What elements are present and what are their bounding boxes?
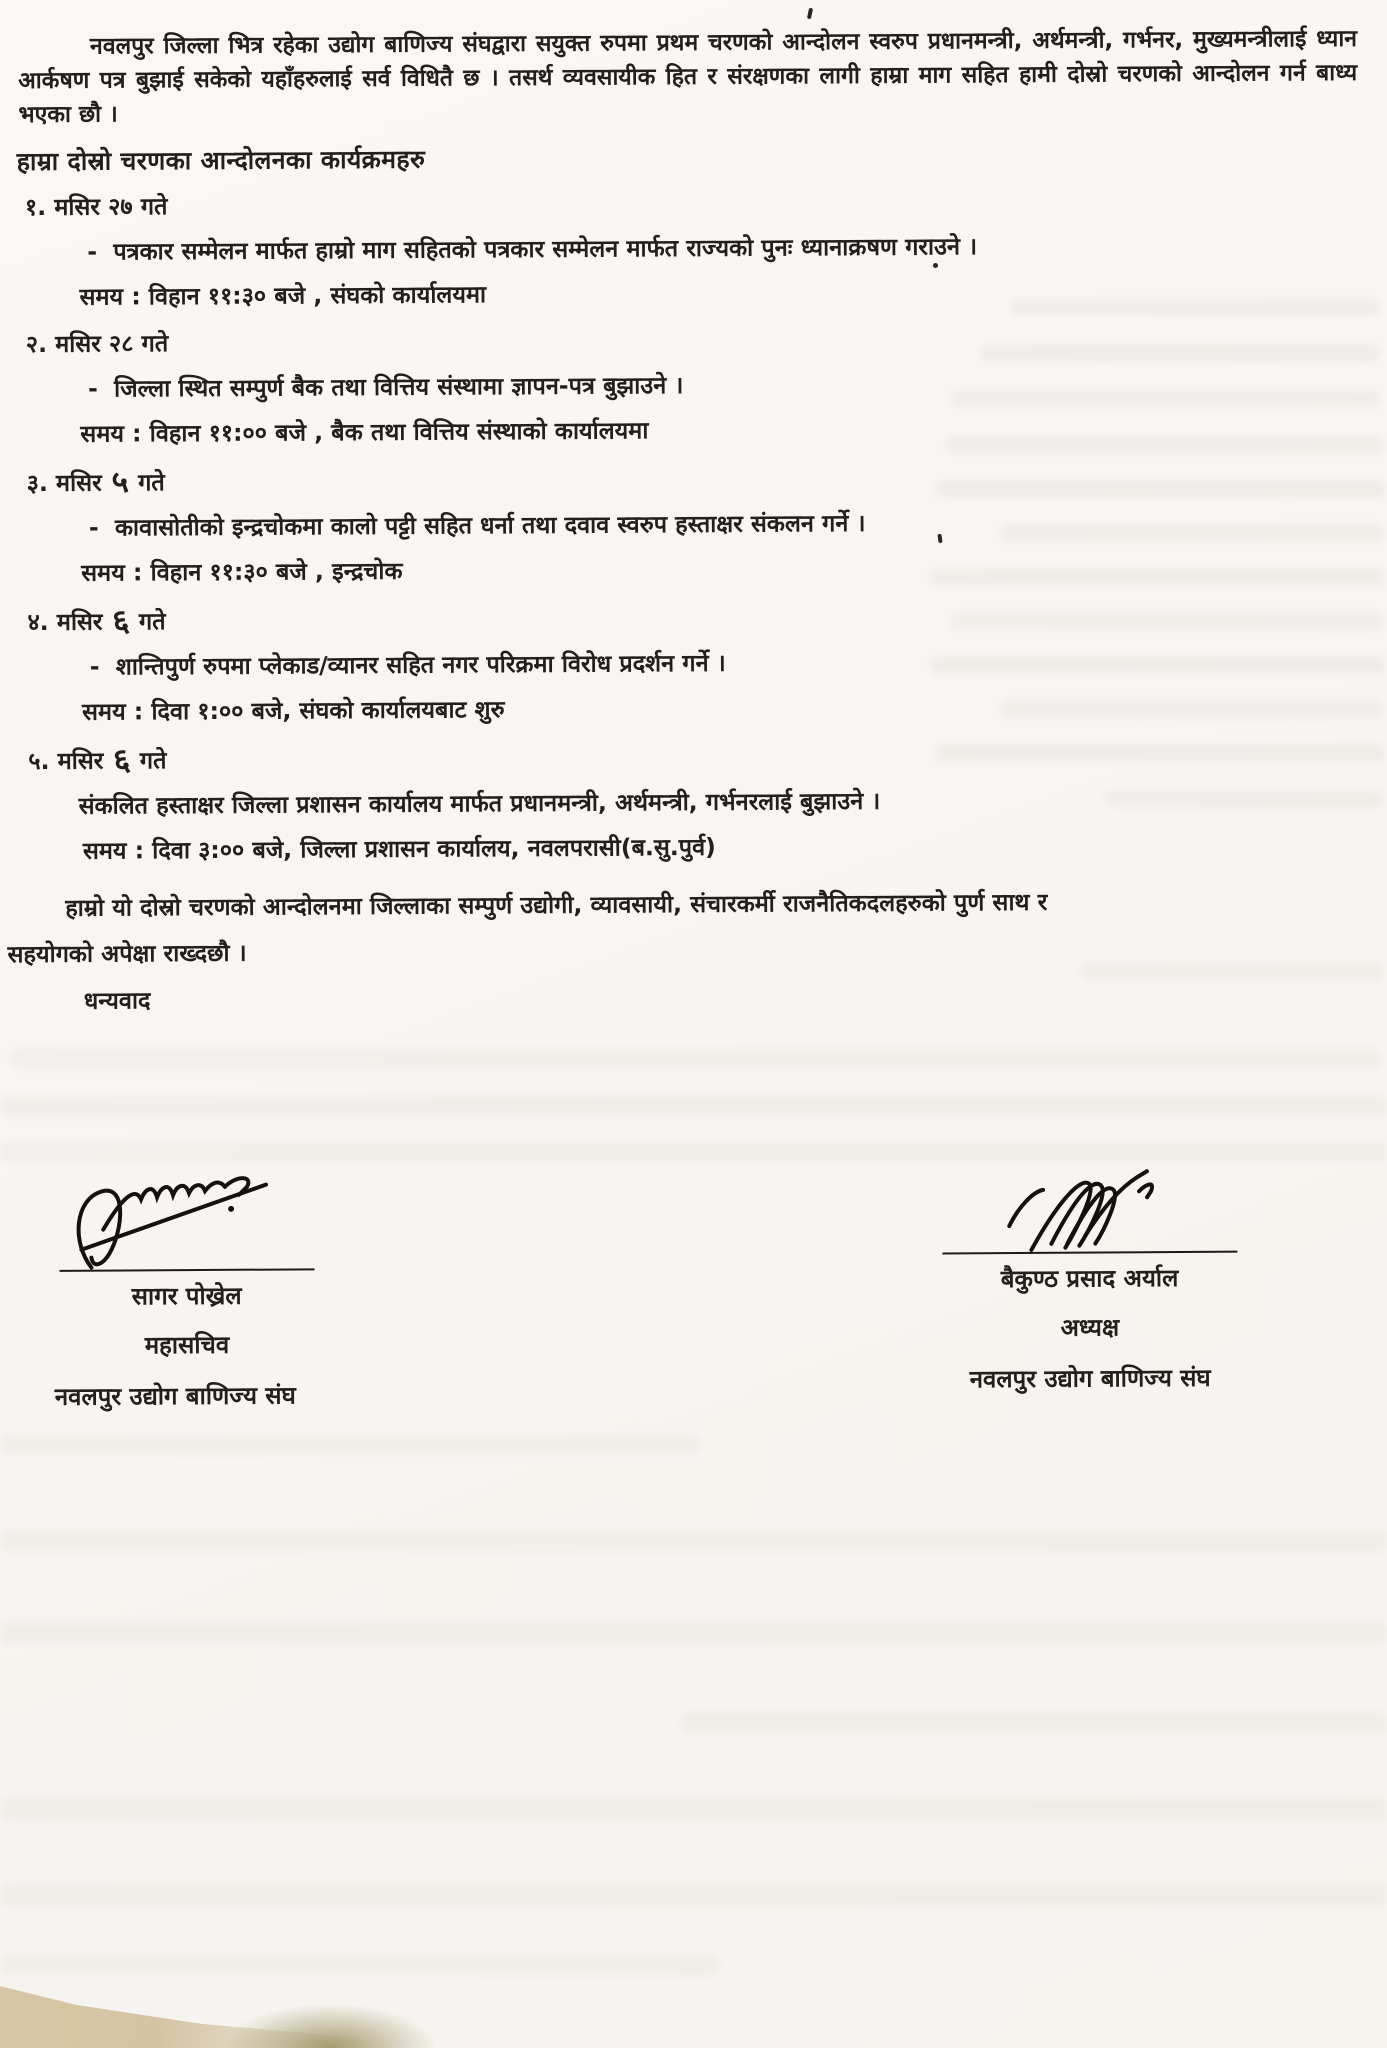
item-activity-text: संकलित हस्ताक्षर जिल्ला प्रशासन कार्यालय मार्फत प्रधानमन्त्री, अर्थमन्त्री, गर्भनरलाई बुझाउने ।	[78, 786, 881, 820]
item-activity-text: पत्रकार सम्मेलन मार्फत हाम्रो माग सहितको पत्रकार सम्मेलन मार्फत राज्यको पुनः ध्यानाक्रषण गराउने ।	[113, 232, 978, 266]
item-date-line	[27, 596, 1384, 639]
program-item	[0, 596, 1385, 730]
bullet-dash: -	[88, 513, 99, 542]
item-time-line: समय : दिवा १:०० बजे, संघको कार्यालयबाट शुरु	[81, 695, 505, 726]
program-list	[0, 183, 1386, 869]
section-heading: हाम्रा दोस्रो चरणका आन्दोलनका कार्यक्रमहरु	[16, 144, 426, 177]
item-date-line	[25, 183, 1382, 224]
item-day: ६	[110, 602, 132, 641]
item-activity-text: कावासोतीको इन्द्रचोकमा कालो पट्टी सहित धर्ना तथा दवाव स्वरुप हस्ताक्षर संकलन गर्ने ।	[114, 508, 866, 542]
item-date-suffix: गते	[132, 192, 168, 221]
program-item	[0, 320, 1383, 452]
thanks-line: धन्यवाद	[83, 986, 151, 1015]
item-number-month: ४. मसिर	[27, 607, 111, 637]
item-number-month: २. मसिर	[25, 329, 110, 359]
signatory-organization: नवलपुर उद्योग बाणिज्य संघ	[969, 1363, 1211, 1394]
signatory-organization: नवलपुर उद्योग बाणिज्य संघ	[54, 1381, 296, 1411]
intro-paragraph: नवलपुर जिल्ला भित्र रहेका उद्योग बाणिज्य संघद्वारा सयुक्त रुपमा प्रथम चरणको आन्दोलन स्वरुप प्रधानमन्त्री, अर्थमन्त्री, गर्भनर, मुख्यमन्त्रीलाई ध्यान आर्कषण पत्र बुझाई सकेको यहाँहरुलाई सर्व विधितै छ । तसर्थ व्यवसायीक हित र संरक्षणका लागी हाम्रा माग सहित हामी दोस्रो चरणको आन्दोलन गर्न बाध्य भएका छौ ।	[18, 25, 1358, 129]
handwritten-signature-icon	[989, 1165, 1190, 1258]
signatory-name: सागर पोख्रेल	[131, 1281, 242, 1311]
item-time-line: समय : दिवा ३:०० बजे, जिल्ला प्रशासन कार्यालय, नवलपरासी(ब.सु.पुर्व)	[82, 832, 716, 865]
handwritten-signature-icon	[61, 1170, 312, 1276]
signatory-title: अध्यक्ष	[1060, 1313, 1120, 1342]
item-time-line: समय : विहान ११:०० बजे , बैक तथा वित्तिय संस्थाको कार्यालयमा	[80, 416, 649, 448]
item-day: ६	[111, 741, 133, 780]
signatory-name: बैकुण्ठ प्रसाद अर्याल	[1000, 1264, 1179, 1294]
item-activity	[0, 502, 1354, 546]
bullet-dash: -	[87, 237, 98, 266]
signatory-title: महासचिव	[144, 1330, 230, 1360]
program-item	[0, 457, 1384, 591]
item-day: २८	[108, 329, 134, 358]
bullet-dash: -	[88, 374, 98, 403]
item-date-line	[28, 735, 1385, 778]
program-item	[0, 735, 1386, 869]
item-date-line	[26, 320, 1383, 361]
item-date-suffix: गते	[129, 468, 165, 497]
item-number-month: ५. मसिर	[28, 746, 112, 776]
item-number-month: १. मसिर	[24, 192, 109, 222]
item-date-suffix: गते	[131, 746, 167, 775]
item-date-line	[27, 457, 1384, 500]
bullet-dash: -	[89, 652, 100, 681]
signature-block-general-secretary	[31, 1170, 342, 1413]
item-date-suffix: गते	[133, 329, 169, 358]
item-activity-text: जिल्ला स्थित सम्पुर्ण बैक तथा वित्तिय संस्थामा ज्ञापन-पत्र बुझाउने ।	[114, 371, 684, 403]
closing-paragraph: हाम्रो यो दोस्रो चरणको आन्दोलनमा जिल्लाका सम्पुर्ण उद्योगी, व्यावसायी, संचारकर्मी राजनैतिकदलहरुको पुर्ण साथ र सहयोगको अपेक्षा राख्दछौ ।	[7, 887, 1048, 969]
item-time-line: समय : विहान ११:३० बजे , संघको कार्यालयमा	[79, 280, 487, 311]
item-day: २७	[108, 192, 133, 221]
item-activity	[0, 363, 1353, 407]
item-activity-text: शान्तिपुर्ण रुपमा प्लेकाड/व्यानर सहित नगर परिक्रमा विरोध प्रदर्शन गर्ने ।	[115, 648, 726, 681]
item-date-suffix: गते	[130, 607, 166, 636]
item-activity	[0, 641, 1355, 685]
signature-block-president	[869, 1164, 1310, 1396]
item-day: ५	[109, 463, 131, 502]
program-item	[0, 183, 1383, 315]
item-time-line: समय : विहान ११:३० बजे , इन्द्रचोक	[81, 556, 403, 587]
item-number-month: ३. मसिर	[26, 468, 110, 498]
item-activity	[0, 226, 1352, 270]
item-activity	[0, 780, 1356, 824]
